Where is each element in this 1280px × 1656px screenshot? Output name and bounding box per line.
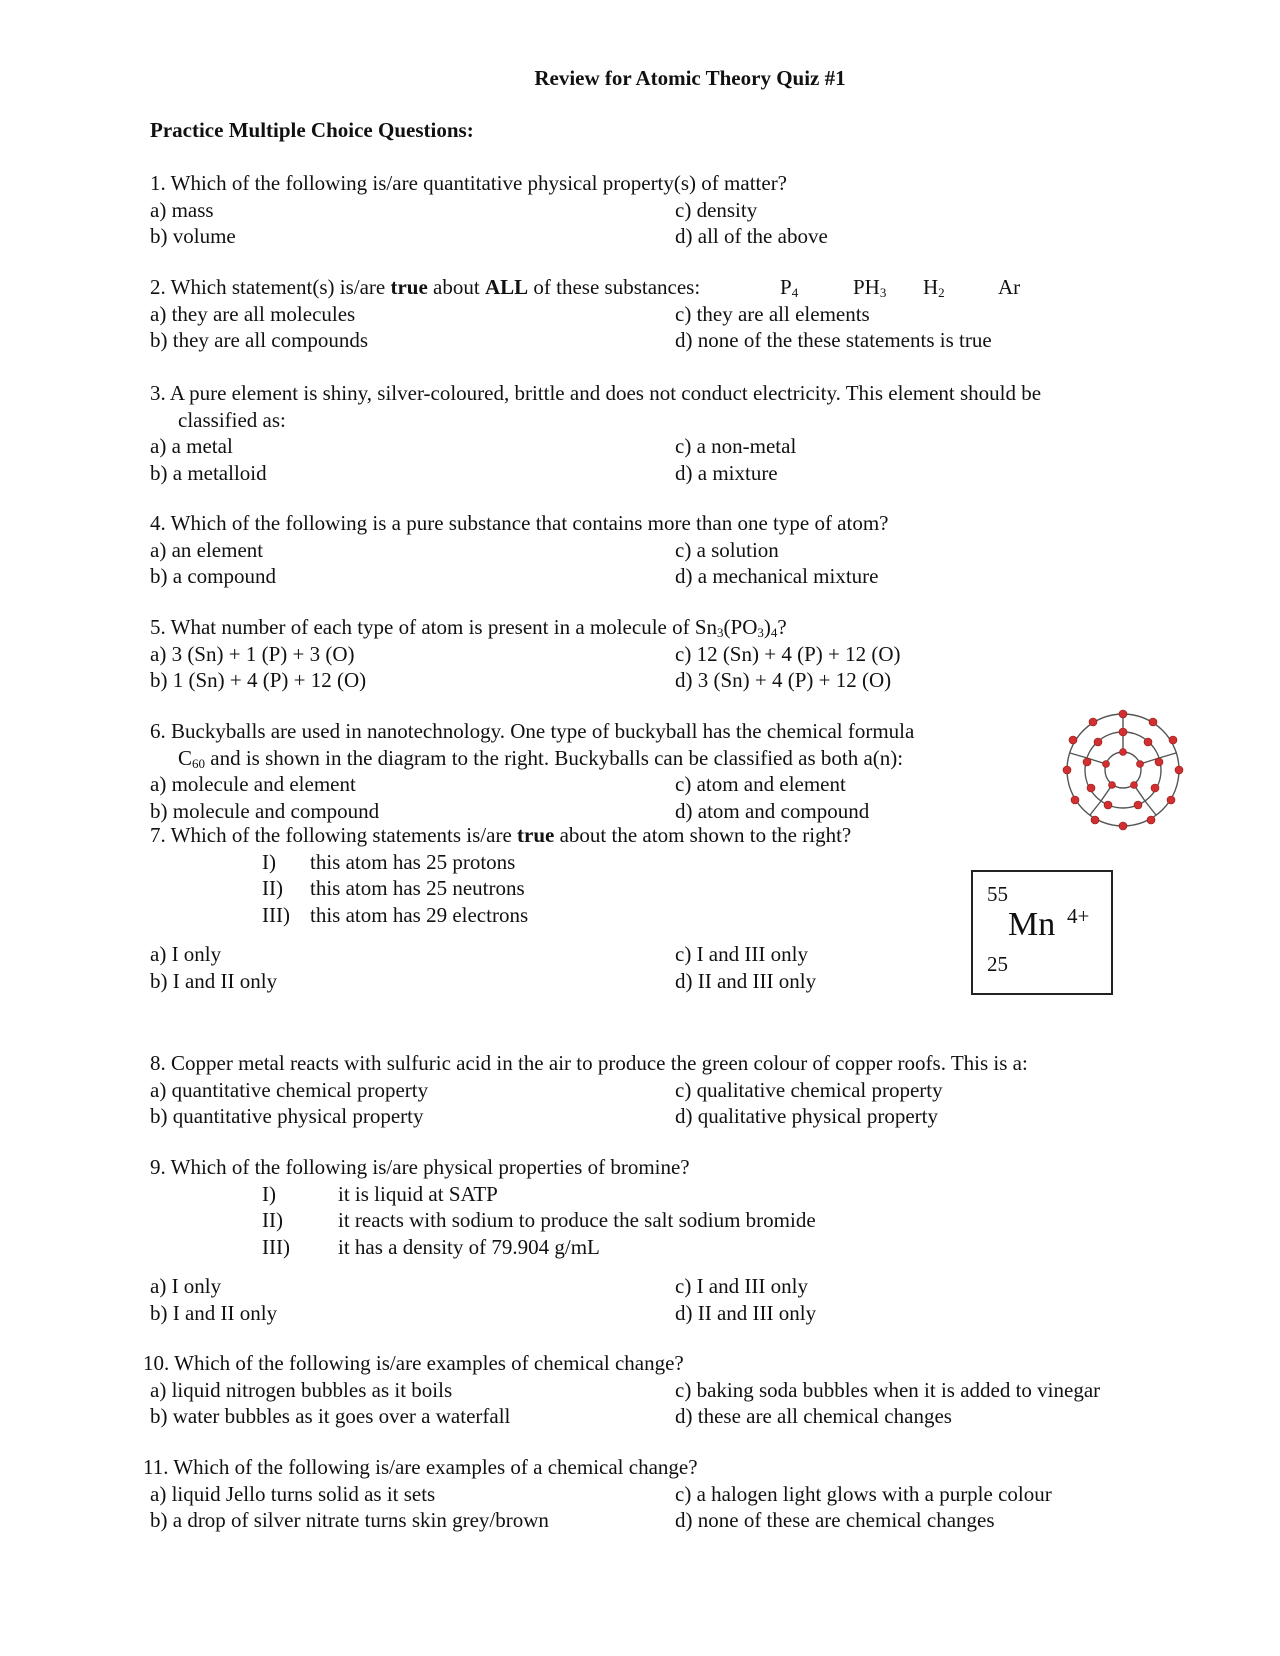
question-7-stem: 7. Which of the following statements is/are true about the atom shown to the right? (150, 823, 852, 847)
mass-number: 55 (987, 882, 1008, 906)
q8-option-c: c) qualitative chemical property (675, 1077, 943, 1102)
q1-option-b: b) volume (150, 224, 236, 248)
q10-option-b: b) water bubbles as it goes over a waterfall (150, 1404, 511, 1428)
q7-option-b: b) I and II only (150, 968, 278, 993)
q9-option-d: d) II and III only (675, 1300, 817, 1325)
question-5 (150, 614, 1150, 694)
question-8-stem: 8. Copper metal reacts with sulfuric acid in the air to produce the green colour of copper roofs. This is a: (150, 1051, 1028, 1075)
q10-option-a: a) liquid nitrogen bubbles as it boils (150, 1377, 453, 1402)
question-11 (143, 1454, 1243, 1534)
q9-option-b: b) I and II only (150, 1300, 278, 1325)
q9-statement-2: II) it reacts with sodium to produce the salt sodium bromide (262, 1208, 816, 1232)
question-3-stem-cont: classified as: (178, 407, 286, 432)
question-3-stem: 3. A pure element is shiny, silver-coloured, brittle and does not conduct electricity. This element should be (150, 381, 1042, 405)
question-8 (150, 1050, 1250, 1130)
q6-option-d: d) atom and compound (675, 798, 870, 823)
q8-option-a: a) quantitative chemical property (150, 1077, 429, 1102)
formula-p4: $P_4$ (780, 275, 799, 300)
question-11-stem: 11. Which of the following is/are examples of a chemical change? (143, 1455, 698, 1479)
question-10 (143, 1350, 1243, 1430)
q4-option-a: a) an element (150, 537, 264, 562)
q2-stem-part: about (427, 275, 485, 299)
q2-option-d: d) none of the these statements is true (675, 328, 992, 352)
q8-option-d: d) qualitative physical property (675, 1104, 939, 1128)
q5-option-a: a) 3 (Sn) + 1 (P) + 3 (O) (150, 641, 355, 666)
q9-statement-1: I) it is liquid at SATP (262, 1181, 498, 1206)
q11-option-c: c) a halogen light glows with a purple colour (675, 1481, 1052, 1506)
question-9-stem: 9. Which of the following is/are physical properties of bromine? (150, 1155, 690, 1179)
element-symbol: Mn (1008, 906, 1056, 943)
question-5-stem: 5. What number of each type of atom is present in a molecule of $Sn_3(PO_3)_4$? (150, 615, 787, 640)
atomic-number: 25 (987, 952, 1008, 976)
q11-option-d: d) none of these are chemical changes (675, 1508, 995, 1532)
q10-option-d: d) these are all chemical changes (675, 1404, 952, 1428)
q3-option-c: c) a non-metal (675, 434, 797, 458)
q2-emphasis-all: ALL (484, 275, 529, 299)
question-9 (150, 1154, 1150, 1326)
ion-charge: 4+ (1067, 904, 1090, 928)
question-6-stem-cont: $C_{60}$ and is shown in the diagram to the right. Buckyballs can be classified as both a(n): (178, 745, 904, 771)
q7-statement-3: III) this atom has 29 electrons (262, 902, 529, 927)
q5-option-c: c) 12 (Sn) + 4 (P) + 12 (O) (675, 641, 901, 666)
q2-stem-part: 2. Which statement(s) is/are (150, 275, 391, 299)
formula-ar: Ar (998, 275, 1021, 299)
q5-option-b: b) 1 (Sn) + 4 (P) + 12 (O) (150, 668, 367, 692)
q7-option-a: a) I only (150, 942, 222, 966)
q2-option-a: a) they are all molecules (150, 301, 356, 326)
section-heading: Practice Multiple Choice Questions: (150, 118, 474, 142)
q9-statement-3: III) it has a density of 79.904 g/mL (262, 1234, 600, 1259)
q6-option-c: c) atom and element (675, 772, 846, 796)
page-title: Review for Atomic Theory Quiz #1 (534, 66, 846, 90)
formula-ph3: $PH_3$ (853, 275, 887, 300)
question-3 (150, 380, 1150, 486)
q2-emphasis-true: true (390, 275, 428, 299)
q4-option-c: c) a solution (675, 537, 779, 562)
q7-statement-2: II) this atom has 25 neutrons (262, 876, 525, 900)
question-1-stem: 1. Which of the following is/are quantitative physical property(s) of matter? (150, 171, 788, 195)
isotope-box (971, 870, 1113, 995)
q7-option-c: c) I and III only (675, 942, 808, 966)
question-4-stem: 4. Which of the following is a pure substance that contains more than one type of atom? (150, 511, 889, 535)
q10-option-c: c) baking soda bubbles when it is added to vinegar (675, 1377, 1101, 1402)
question-6-stem: 6. Buckyballs are used in nanotechnology. One type of buckyball has the chemical formula (150, 719, 915, 743)
q3-option-b: b) a metalloid (150, 460, 267, 485)
q2-option-c: c) they are all elements (675, 301, 870, 326)
q11-option-a: a) liquid Jello turns solid as it sets (150, 1481, 436, 1506)
q8-option-b: b) quantitative physical property (150, 1104, 424, 1128)
q9-option-c: c) I and III only (675, 1274, 808, 1298)
q4-option-b: b) a compound (150, 564, 276, 588)
q7-option-d: d) II and III only (675, 968, 817, 993)
q9-option-a: a) I only (150, 1274, 222, 1298)
question-2-stem (150, 274, 1150, 301)
q11-option-b: b) a drop of silver nitrate turns skin grey/brown (150, 1508, 549, 1532)
q2-stem-part: of these substances: (528, 275, 701, 299)
q5-option-d: d) 3 (Sn) + 4 (P) + 12 (O) (675, 668, 892, 692)
q3-option-a: a) a metal (150, 434, 233, 458)
q4-option-d: d) a mechanical mixture (675, 564, 879, 588)
q7-emphasis-true: true (517, 823, 555, 847)
question-2 (150, 274, 1150, 354)
q6-option-b: b) molecule and compound (150, 798, 380, 823)
q1-option-d: d) all of the above (675, 224, 828, 248)
question-10-stem: 10. Which of the following is/are examples of chemical change? (143, 1351, 684, 1375)
q6-option-a: a) molecule and element (150, 772, 356, 796)
formula-h2: $H_2$ (923, 275, 945, 300)
q1-option-a: a) mass (150, 197, 214, 222)
q1-option-c: c) density (675, 197, 758, 222)
buckyball-diagram (1053, 700, 1193, 840)
question-6 (150, 718, 1150, 824)
q7-statement-1: I) this atom has 25 protons (262, 849, 516, 874)
q3-option-d: d) a mixture (675, 460, 778, 485)
question-4 (150, 510, 1150, 590)
question-1 (150, 170, 1150, 250)
q2-option-b: b) they are all compounds (150, 328, 369, 352)
